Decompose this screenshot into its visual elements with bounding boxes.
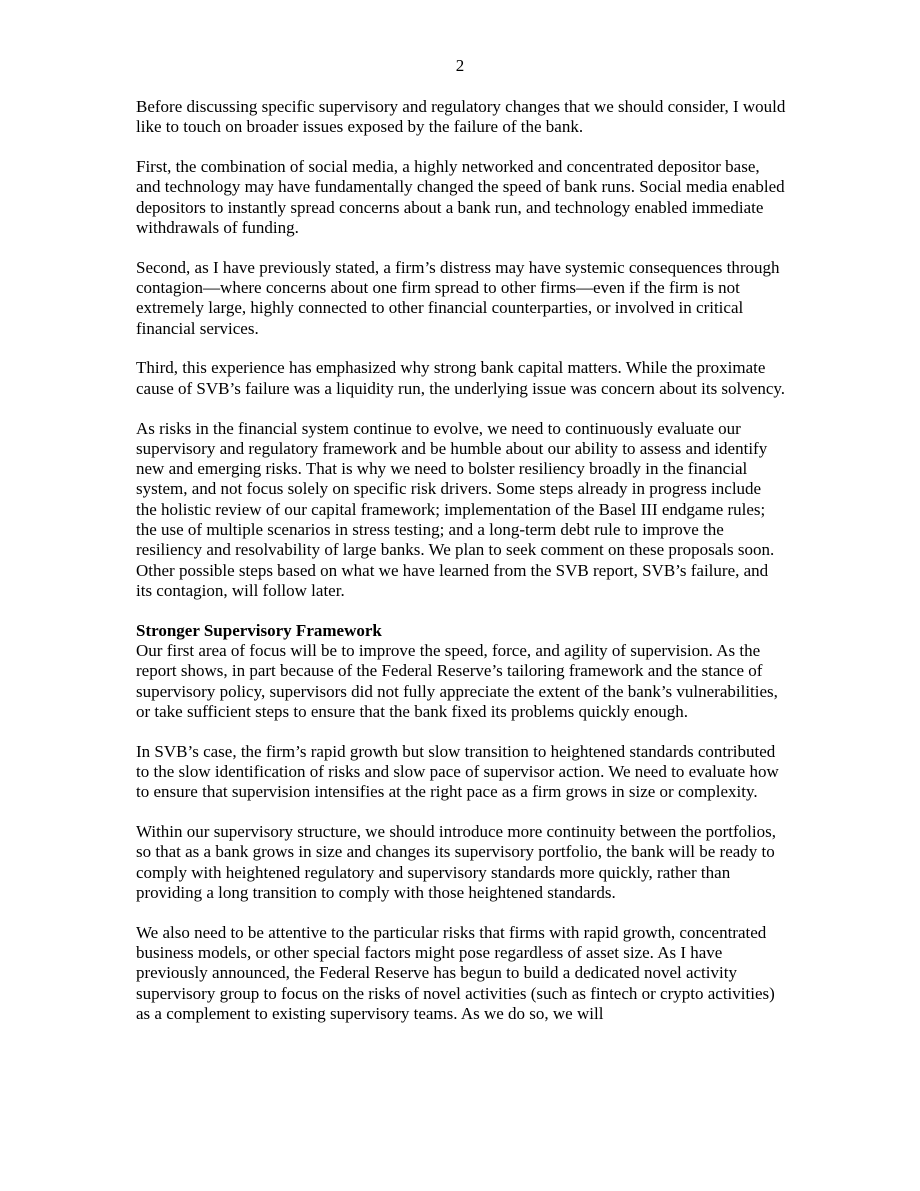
- page-number: 2: [455, 56, 465, 75]
- paragraph: Our first area of focus will be to improve the speed, force, and agility of supervision. As the report shows, in part because of the Federal Reserve’s tailoring framework and the stance of supervisory policy, supervisors did not fully appreciate the extent of the bank’s vulnerabilities, or take sufficient steps to ensure that the bank fixed its problems quickly enough.: [136, 641, 778, 721]
- section-heading: Stronger Supervisory Framework: [136, 620, 382, 640]
- paragraph: Before discussing specific supervisory and regulatory changes that we should consider, I would like to touch on broader issues exposed by the failure of the bank.: [136, 97, 786, 137]
- paragraph: Third, this experience has emphasized why strong bank capital matters. While the proximate cause of SVB’s failure was a liquidity run, the underlying issue was concern about its solvency.: [136, 358, 786, 398]
- paragraph: In SVB’s case, the firm’s rapid growth but slow transition to heightened standards contributed to the slow identification of risks and slow pace of supervisor action. We need to evaluate how to ensure that supervision intensifies at the right pace as a firm grows in size or complexity.: [136, 741, 779, 802]
- paragraph: We also need to be attentive to the particular risks that firms with rapid growth, concentrated business models, or other special factors might pose regardless of asset size. As I have previously announced, the Federal Reserve has begun to build a dedicated novel activity supervisory group to focus on the risks of novel activities (such as fintech or crypto activities) as a complement to existing supervisory teams. As we do so, we will: [136, 922, 775, 1023]
- paragraph: As risks in the financial system continue to evolve, we need to continuously evaluate our supervisory and regulatory framework and be humble about our ability to assess and identify new and emerging risks. That is why we need to bolster resiliency broadly in the financial system, and not focus solely on specific risk drivers. Some steps already in progress include the holistic review of our capital framework; implementation of the Basel III endgame rules; the use of multiple scenarios in stress testing; and a long-term debt rule to improve the resiliency and resolvability of large banks. We plan to seek comment on these proposals soon. Other possible steps based on what we have learned from the SVB report, SVB’s failure, and its contagion, will follow later.: [136, 418, 775, 600]
- document-body: [136, 97, 786, 1044]
- paragraph: Second, as I have previously stated, a firm’s distress may have systemic consequences through contagion—where concerns about one firm spread to other firms—even if the firm is not extremely large, highly connected to other financial counterparties, or involved in critical financial services.: [136, 257, 780, 338]
- paragraph: Within our supervisory structure, we should introduce more continuity between the portfolios, so that as a bank grows in size and changes its supervisory portfolio, the bank will be ready to comply with heightened regulatory and supervisory standards more quickly, rather than providing a long transition to comply with those heightened standards.: [136, 822, 776, 902]
- paragraph: First, the combination of social media, a highly networked and concentrated depositor base, and technology may have fundamentally changed the speed of bank runs. Social media enabled depositors to instantly spread concerns about a bank run, and technology enabled immediate withdrawals of funding.: [136, 157, 785, 237]
